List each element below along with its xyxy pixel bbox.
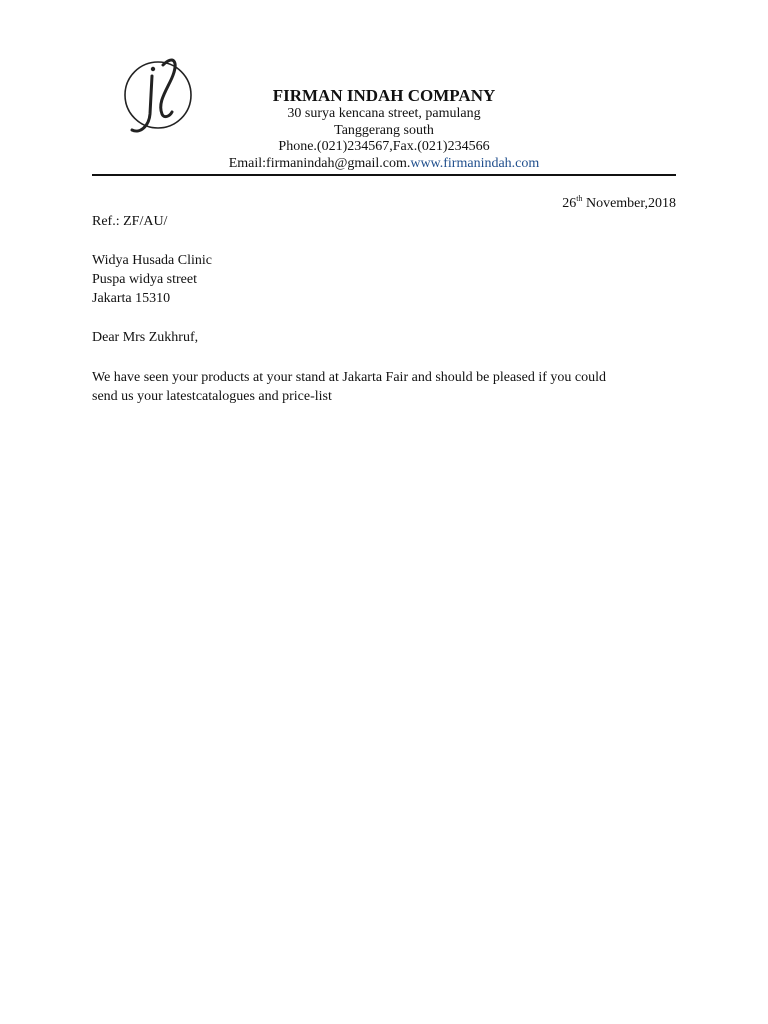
reference-line: Ref.: ZF/AU/ [92, 214, 168, 229]
letterhead [92, 86, 676, 172]
date-day: 26 [562, 196, 577, 211]
company-website-link[interactable]: www.firmanindah.com [410, 155, 540, 171]
date-suffix: th [576, 194, 583, 203]
company-contact-line [92, 156, 676, 173]
company-phone-fax: Phone.(021)234567,Fax.(021)234566 [278, 139, 490, 154]
company-email: Email:firmanindah@gmail.com. [228, 155, 411, 171]
letterhead-divider [92, 174, 676, 176]
letter-body-line2: send us your latestcatalogues and price-list [92, 389, 332, 404]
recipient-street: Puspa widya street [92, 272, 197, 287]
letter-body [92, 368, 676, 406]
company-address-line1: 30 surya kencana street, pamulang [287, 106, 481, 121]
date-month-year: November,2018 [582, 196, 676, 211]
recipient-name: Widya Husada Clinic [92, 253, 212, 268]
salutation: Dear Mrs Zukhruf, [92, 330, 199, 345]
company-address-line2: Tanggerang south [334, 122, 434, 138]
recipient-city: Jakarta 15310 [92, 291, 171, 306]
letter-date [562, 195, 676, 212]
company-name: FIRMAN INDAH COMPANY [272, 86, 496, 105]
letter-body-line1: We have seen your products at your stand at Jakarta Fair and should be pleased if you could [92, 370, 607, 385]
